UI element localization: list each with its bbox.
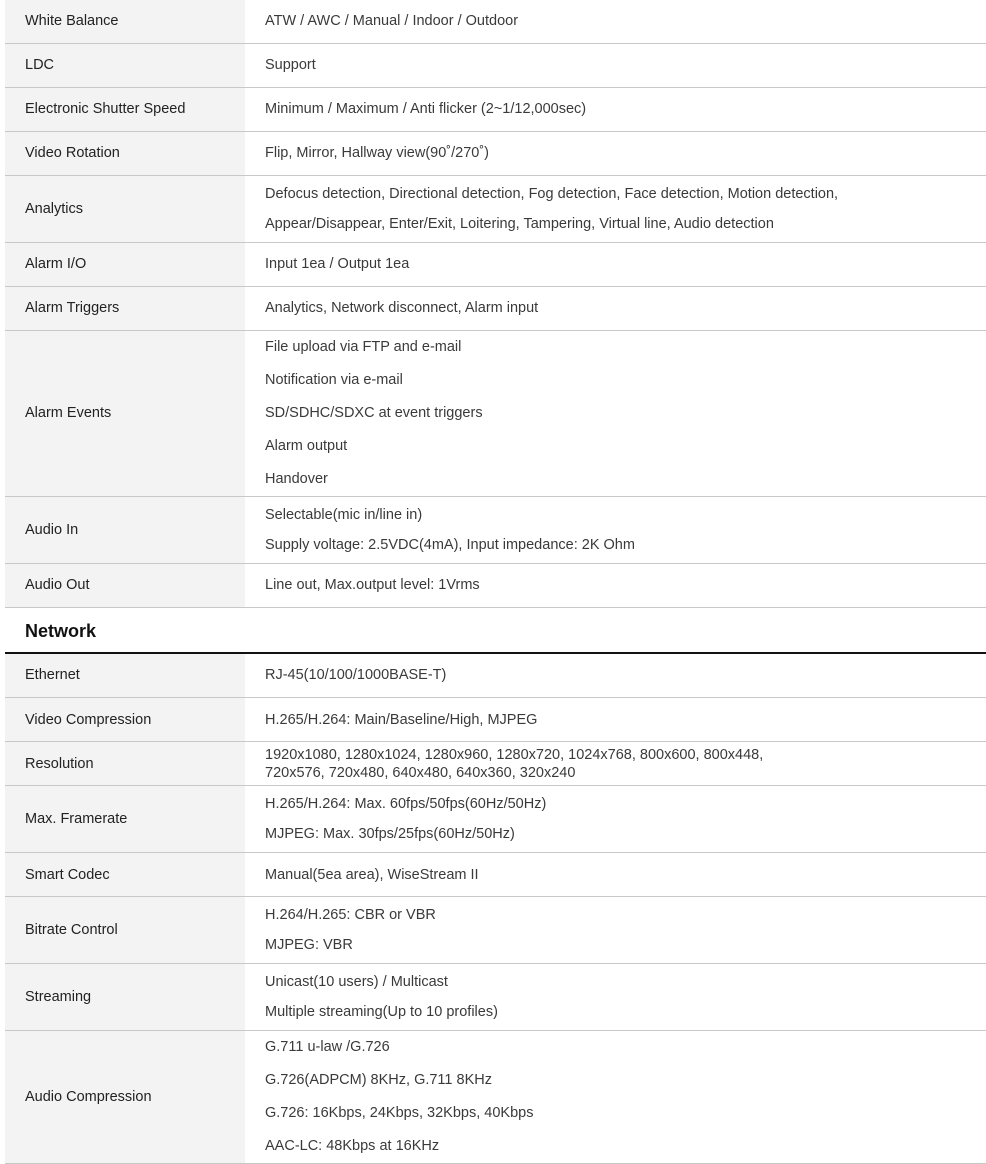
- spec-value-line: 1920x1080, 1280x1024, 1280x960, 1280x720, 1024x768, 800x600, 800x448,: [265, 746, 986, 764]
- spec-label: Alarm Triggers: [5, 286, 245, 330]
- spec-value: [245, 786, 986, 853]
- spec-label: Bitrate Control: [5, 897, 245, 964]
- spec-row: [5, 654, 986, 698]
- spec-value-line: G.711 u-law /G.726: [265, 1031, 986, 1064]
- spec-value: [245, 897, 986, 964]
- spec-value: [245, 563, 986, 607]
- spec-value-line: MJPEG: VBR: [265, 930, 986, 960]
- spec-value-line: Minimum / Maximum / Anti flicker (2~1/12,000sec): [265, 99, 986, 119]
- spec-label: White Balance: [5, 0, 245, 43]
- spec-value-line: Multiple streaming(Up to 10 profiles): [265, 997, 986, 1027]
- spec-label: Streaming: [5, 964, 245, 1031]
- spec-label: Audio Out: [5, 563, 245, 607]
- spec-label: LDC: [5, 43, 245, 87]
- spec-row: [5, 87, 986, 131]
- spec-label: Smart Codec: [5, 853, 245, 897]
- spec-value-line: H.264/H.265: CBR or VBR: [265, 900, 986, 930]
- spec-value-line: ATW / AWC / Manual / Indoor / Outdoor: [265, 11, 986, 31]
- spec-value-line: AAC-LC: 48Kbps at 16KHz: [265, 1130, 986, 1163]
- spec-row: [5, 43, 986, 87]
- spec-value: [245, 742, 986, 786]
- network-spec-body: [5, 654, 986, 1164]
- spec-row: [5, 0, 986, 43]
- spec-value-line: MJPEG: Max. 30fps/25fps(60Hz/50Hz): [265, 819, 986, 849]
- spec-row: [5, 175, 986, 242]
- spec-value: [245, 698, 986, 742]
- spec-value-line: Supply voltage: 2.5VDC(4mA), Input impedance: 2K Ohm: [265, 530, 986, 560]
- spec-label: Analytics: [5, 175, 245, 242]
- spec-value-line: Line out, Max.output level: 1Vrms: [265, 575, 986, 595]
- spec-label: Ethernet: [5, 654, 245, 698]
- spec-value-line: G.726: 16Kbps, 24Kbps, 32Kbps, 40Kbps: [265, 1097, 986, 1130]
- spec-value: [245, 175, 986, 242]
- spec-label: Alarm Events: [5, 330, 245, 496]
- spec-value: [245, 242, 986, 286]
- spec-value-line: Appear/Disappear, Enter/Exit, Loitering, Tampering, Virtual line, Audio detection: [265, 209, 986, 239]
- spec-row: [5, 286, 986, 330]
- spec-value-line: Support: [265, 55, 986, 75]
- spec-label: Alarm I/O: [5, 242, 245, 286]
- spec-value: [245, 131, 986, 175]
- spec-row: [5, 496, 986, 563]
- spec-value-line: Flip, Mirror, Hallway view(90˚/270˚): [265, 143, 986, 163]
- spec-value-line: Selectable(mic in/line in): [265, 500, 986, 530]
- spec-value-line: 720x576, 720x480, 640x480, 640x360, 320x240: [265, 764, 986, 782]
- camera-spec-body: [5, 0, 986, 607]
- spec-row: [5, 563, 986, 607]
- spec-value-line: Input 1ea / Output 1ea: [265, 254, 986, 274]
- spec-row: [5, 1031, 986, 1164]
- spec-value: [245, 654, 986, 698]
- spec-row: [5, 964, 986, 1031]
- spec-label: Audio In: [5, 496, 245, 563]
- spec-value-line: Defocus detection, Directional detection, Fog detection, Face detection, Motion detection,: [265, 179, 986, 209]
- spec-row: [5, 330, 986, 496]
- spec-value-line: Notification via e-mail: [265, 364, 986, 397]
- spec-row: [5, 698, 986, 742]
- network-section-title: Network: [5, 608, 986, 654]
- spec-value-line: RJ-45(10/100/1000BASE-T): [265, 665, 986, 685]
- spec-value-line: Manual(5ea area), WiseStream II: [265, 865, 986, 885]
- spec-row: [5, 853, 986, 897]
- spec-value: [245, 286, 986, 330]
- spec-row: [5, 131, 986, 175]
- network-spec-table: [5, 654, 986, 1164]
- spec-row: [5, 786, 986, 853]
- spec-value: [245, 496, 986, 563]
- spec-label: Video Rotation: [5, 131, 245, 175]
- spec-value: [245, 1031, 986, 1164]
- spec-value-line: Analytics, Network disconnect, Alarm input: [265, 298, 986, 318]
- spec-value-line: Handover: [265, 463, 986, 496]
- spec-value-line: H.265/H.264: Main/Baseline/High, MJPEG: [265, 710, 986, 730]
- spec-label: Audio Compression: [5, 1031, 245, 1164]
- spec-value-line: Alarm output: [265, 430, 986, 463]
- spec-value-line: Unicast(10 users) / Multicast: [265, 967, 986, 997]
- spec-row: [5, 897, 986, 964]
- spec-value-line: File upload via FTP and e-mail: [265, 331, 986, 364]
- spec-value: [245, 87, 986, 131]
- spec-value: [245, 964, 986, 1031]
- spec-label: Video Compression: [5, 698, 245, 742]
- spec-sheet: [5, 0, 986, 1164]
- spec-row: [5, 742, 986, 786]
- spec-value-line: H.265/H.264: Max. 60fps/50fps(60Hz/50Hz): [265, 789, 986, 819]
- spec-value-line: G.726(ADPCM) 8KHz, G.711 8KHz: [265, 1064, 986, 1097]
- spec-row: [5, 242, 986, 286]
- camera-spec-table: [5, 0, 986, 608]
- spec-value-line: SD/SDHC/SDXC at event triggers: [265, 397, 986, 430]
- spec-label: Electronic Shutter Speed: [5, 87, 245, 131]
- spec-value: [245, 43, 986, 87]
- spec-value: [245, 330, 986, 496]
- spec-label: Max. Framerate: [5, 786, 245, 853]
- spec-value: [245, 853, 986, 897]
- spec-value: [245, 0, 986, 43]
- spec-label: Resolution: [5, 742, 245, 786]
